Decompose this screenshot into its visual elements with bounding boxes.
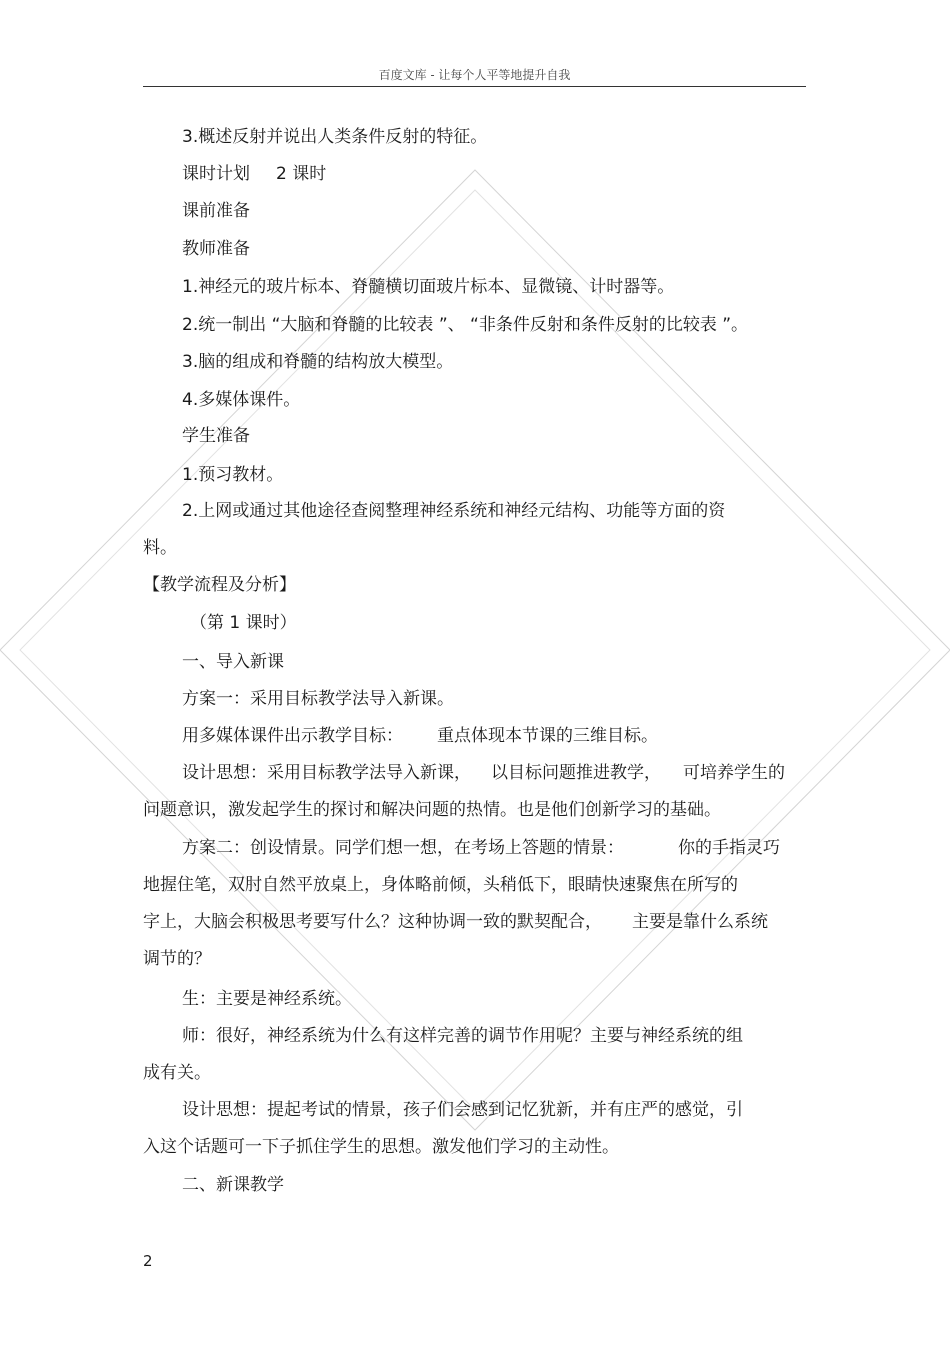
text-line: 料。: [143, 538, 177, 558]
text-span: 重点体现本节课的三维目标。: [437, 726, 658, 746]
list-item: 4.多媒体课件。: [182, 390, 301, 410]
value-text: 2 课时: [276, 164, 327, 184]
text-line: [182, 725, 658, 747]
text-line: [182, 163, 326, 185]
text-line: 师：很好，神经系统为什么有这样完善的调节作用呢？主要与神经系统的组: [182, 1026, 743, 1046]
page-header: 百度文库 - 让每个人平等地提升自我: [143, 64, 806, 87]
section-heading: 教师准备: [182, 239, 250, 259]
text-span: 主要是靠什么系统: [632, 912, 768, 932]
list-item: 3.脑的组成和脊髓的结构放大模型。: [182, 352, 454, 372]
section-heading: 学生准备: [182, 426, 250, 446]
section-heading: 一、导入新课: [182, 652, 284, 672]
list-item: 1.神经元的玻片标本、脊髓横切面玻片标本、显微镜、计时器等。: [182, 277, 675, 297]
text-line: 方案一：采用目标教学法导入新课。: [182, 689, 454, 709]
text-line: 生：主要是神经系统。: [182, 989, 352, 1009]
text-line: [182, 837, 780, 859]
text-line: 入这个话题可一下子抓住学生的思想。激发他们学习的主动性。: [143, 1137, 619, 1157]
text-span: 字上，大脑会积极思考要写什么？这种协调一致的默契配合，: [143, 912, 602, 932]
text-line: 调节的？: [143, 949, 211, 969]
list-item: 2.统一制出 “大脑和脊髓的比较表 ”、 “非条件反射和条件反射的比较表 ”。: [182, 315, 749, 335]
text-line: 地握住笔，双肘自然平放桌上，身体略前倾，头稍低下，眼睛快速聚焦在所写的: [143, 875, 738, 895]
page-number: 2: [143, 1252, 153, 1270]
text-line: 3.概述反射并说出人类条件反射的特征。: [182, 127, 488, 147]
text-span: 可培养学生的: [683, 763, 785, 783]
text-span: 你的手指灵巧: [678, 838, 780, 858]
text-line: [182, 762, 785, 784]
section-heading: 【教学流程及分析】: [143, 575, 296, 595]
list-item: 2.上网或通过其他途径查阅整理神经系统和神经元结构、功能等方面的资: [182, 501, 726, 521]
section-heading: 二、新课教学: [182, 1175, 284, 1195]
section-heading: 课前准备: [182, 201, 250, 221]
text-span: 方案二：创设情景。同学们想一想，在考场上答题的情景：: [182, 838, 624, 858]
text-span: 用多媒体课件出示教学目标：: [182, 726, 403, 746]
text-line: 设计思想：提起考试的情景，孩子们会感到记忆犹新，并有庄严的感觉，引: [182, 1100, 743, 1120]
text-line: （第 1 课时）: [190, 613, 297, 633]
label-text: 课时计划: [182, 164, 250, 184]
text-span: 设计思想：采用目标教学法导入新课，: [182, 763, 471, 783]
text-line: 问题意识，激发起学生的探讨和解决问题的热情。也是他们创新学习的基础。: [143, 800, 721, 820]
text-line: 成有关。: [143, 1063, 211, 1083]
text-line: [143, 911, 768, 933]
list-item: 1.预习教材。: [182, 465, 284, 485]
text-span: 以目标问题推进教学，: [491, 763, 661, 783]
